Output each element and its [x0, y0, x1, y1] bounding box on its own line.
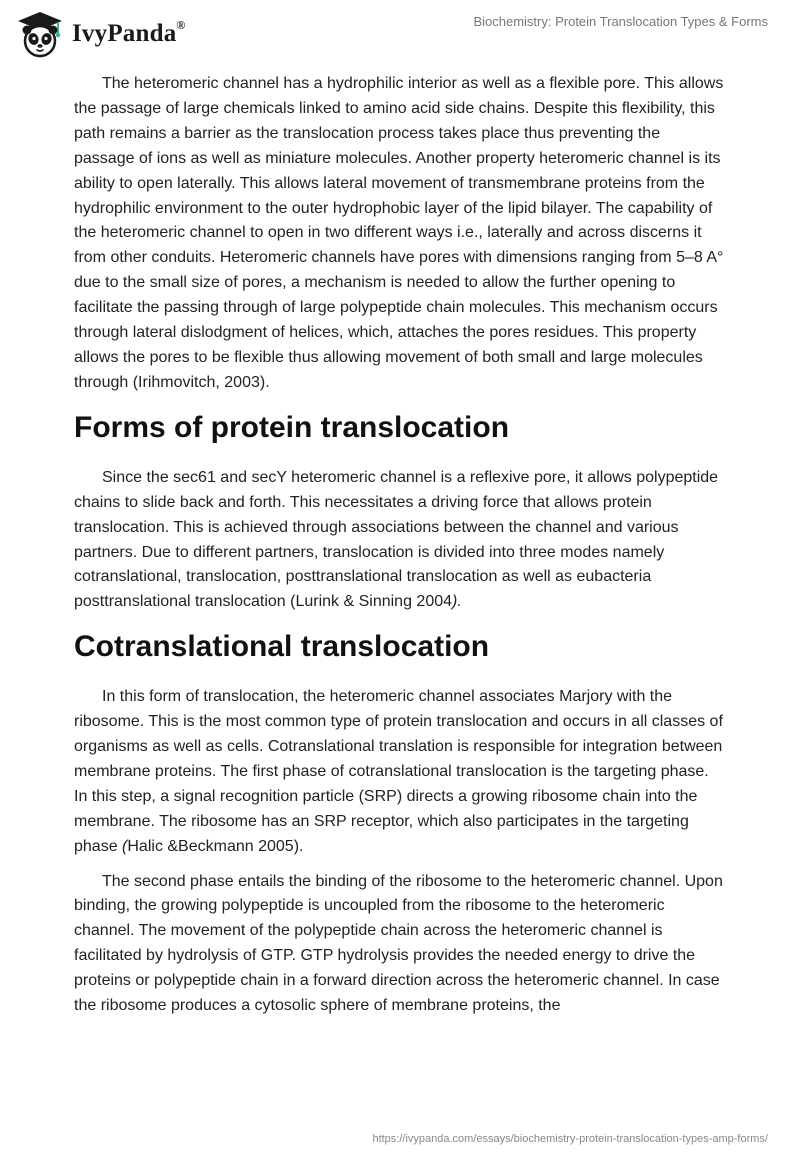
source-url[interactable]: https://ivypanda.com/essays/biochemistry-protein-translocation-types-amp-forms/: [372, 1133, 768, 1145]
brand-name: IvyPanda®: [72, 18, 186, 47]
heading-forms-of-protein-translocation: Forms of protein translocation: [74, 410, 510, 444]
panda-graduate-icon: [14, 8, 66, 60]
paragraph-second-phase: The second phase entails the binding of the ribosome to the heteromeric channel. Upon binding, the growing polypeptide is uncoupled from the ribosome to the heteromeric channel. The movement of the polypeptide chain across the heteromeric channel is facilitated by hydrolysis of GTP. GTP hydrolysis provides the needed energy to drive the proteins or polypeptide chain in a forward direction across the heteromeric channel. In case the ribosome produces a cytosolic sphere of membrane proteins, the: [74, 872, 723, 1015]
page-header: [0, 0, 800, 70]
page-title: Biochemistry: Protein Translocation Types & Forms: [473, 14, 768, 29]
heading-cotranslational-translocation: Cotranslational translocation: [74, 630, 490, 664]
article-body: [74, 72, 724, 1029]
paragraph-heteromeric-channel: The heteromeric channel has a hydrophilic interior as well as a flexible pore. This allows the passage of large chemicals linked to amino acid side chains. Despite this flexibility, this path remains a barrier as the translocation process takes place thus preventing the passage of ions as well as miniature molecules. Another property heteromeric channel is its ability to open laterally. This allows lateral movement of transmembrane proteins from the hydrophilic environment to the outer hydrophobic layer of the lipid bilayer. The capability of the heteromeric channel to open in two different ways i.e., laterally and across discerns it from other conduits. Heteromeric channels have pores with dimensions ranging from 5–8 A° due to the small size of pores, a mechanism is needed to allow the further opening to facilitate the passing through of large polypeptide chain molecules. This mechanism occurs through lateral dislodgment of helices, which, attaches the pores residues. This property allows the pores to be flexible thus allowing movement of both small and large molecules through (Irihmovitch, 2003).: [74, 75, 724, 391]
paragraph-cotranslational: In this form of translocation, the heteromeric channel associates Marjory with the ribosome. This is the most common type of protein translocation and occurs in all classes of organisms as well as cells. Cotranslational translation is responsible for integration between membrane proteins. The first phase of cotranslational translocation is the targeting phase. In this step, a signal recognition particle (SRP) directs a growing ribosome chain into the membrane. The ribosome has an SRP receptor, which also participates in the targeting phase (Halic &Beckmann 2005).: [74, 688, 723, 855]
paragraph-forms: Since the sec61 and secY heteromeric channel is a reflexive pore, it allows polypeptide chains to slide back and forth. This necessitates a driving force that allows protein translocation. This is achieved through associations between the channel and various partners. Due to different partners, translocation is divided into three modes namely cotranslational, translocation, posttranslational translocation as well as eubacteria posttranslational translocation (Lurink & Sinning 2004).: [74, 468, 719, 611]
ivypanda-logo[interactable]: [14, 8, 186, 60]
